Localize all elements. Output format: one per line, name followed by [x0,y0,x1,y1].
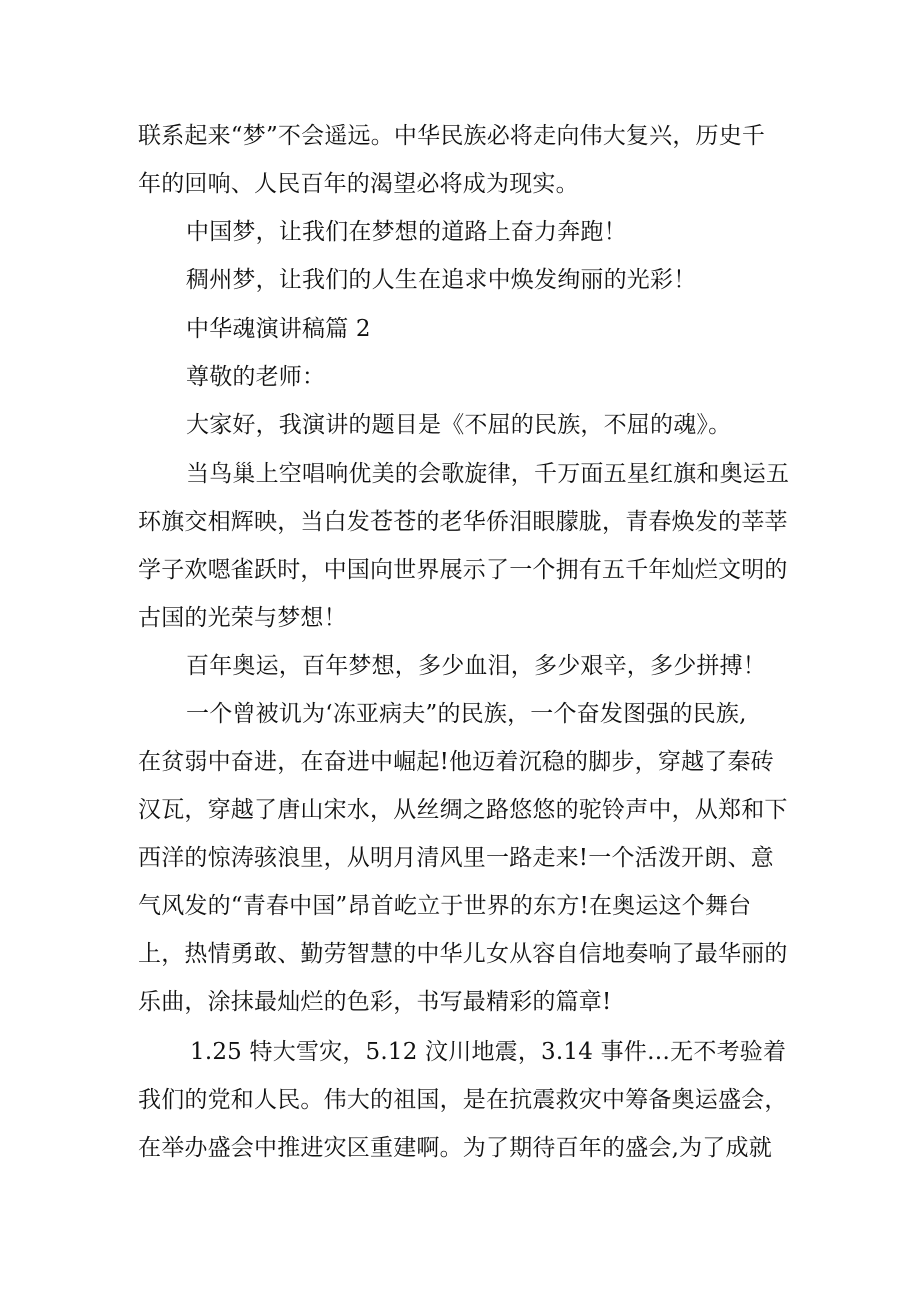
paragraph-line: 环旗交相辉映，当白发苍苍的老华侨泪眼朦胧，青春焕发的莘莘 [138,509,788,535]
salutation: 尊敬的老师： [186,364,326,390]
paragraph-line: 稠州梦，让我们的人生在追求中焕发绚丽的光彩！ [186,267,697,293]
paragraph-line: 1.25 特大雪灾，5.12 汶川地震，3.14 事件…无不考验着 [190,1039,787,1065]
paragraph-line: 在贫弱中奋进，在奋进中崛起!他迈着沉稳的脚步，穿越了秦砖 [138,749,774,775]
paragraph-line: 汉瓦，穿越了唐山宋水，从丝绸之路悠悠的驼铃声中，从郑和下 [138,797,788,823]
paragraph-line: 中国梦，让我们在梦想的道路上奋力奔跑！ [186,219,627,245]
paragraph-line: 当鸟巢上空唱响优美的会歌旋律，千万面五星红旗和奥运五 [186,461,790,487]
paragraph-line: 气风发的“青春中国”昂首屹立于世界的东方!在奥运这个舞台 [138,893,752,919]
paragraph-line: 古国的光荣与梦想！ [138,605,347,631]
paragraph-line: 百年奥运，百年梦想，多少血泪，多少艰辛，多少拼搏！ [186,653,766,679]
paragraph-line: 西洋的惊涛骇浪里，从明月清风里一路走来!一个活泼开朗、意 [138,845,774,871]
paragraph-line: 我们的党和人民。伟大的祖国，是在抗震救灾中筹备奥运盛会， [138,1087,788,1113]
paragraph-line: 上，热情勇敢、勤劳智慧的中华儿女从容自信地奏响了最华丽的 [138,941,788,967]
paragraph-line: 年的回响、人民百年的渴望必将成为现实。 [138,171,579,197]
paragraph-line: 在举办盛会中推进灾区重建啊。为了期待百年的盛会,为了成就 [138,1135,772,1161]
paragraph-line: 学子欢嗯雀跃时，中国向世界展示了一个拥有五千年灿烂文明的 [138,557,788,583]
paragraph-line: 大家好，我演讲的题目是《不屈的民族，不屈的魂》。 [186,412,732,438]
paragraph-line: 乐曲，涂抹最灿烂的色彩，书写最精彩的篇章! [138,989,612,1015]
paragraph-line: 联系起来“梦”不会遥远。中华民族必将走向伟大复兴，历史千 [138,123,766,149]
paragraph-line: 一个曾被讥为‘冻亚病夫”的民族，一个奋发图强的民族, [186,701,747,727]
section-heading: 中华魂演讲稿篇 2 [186,316,371,342]
